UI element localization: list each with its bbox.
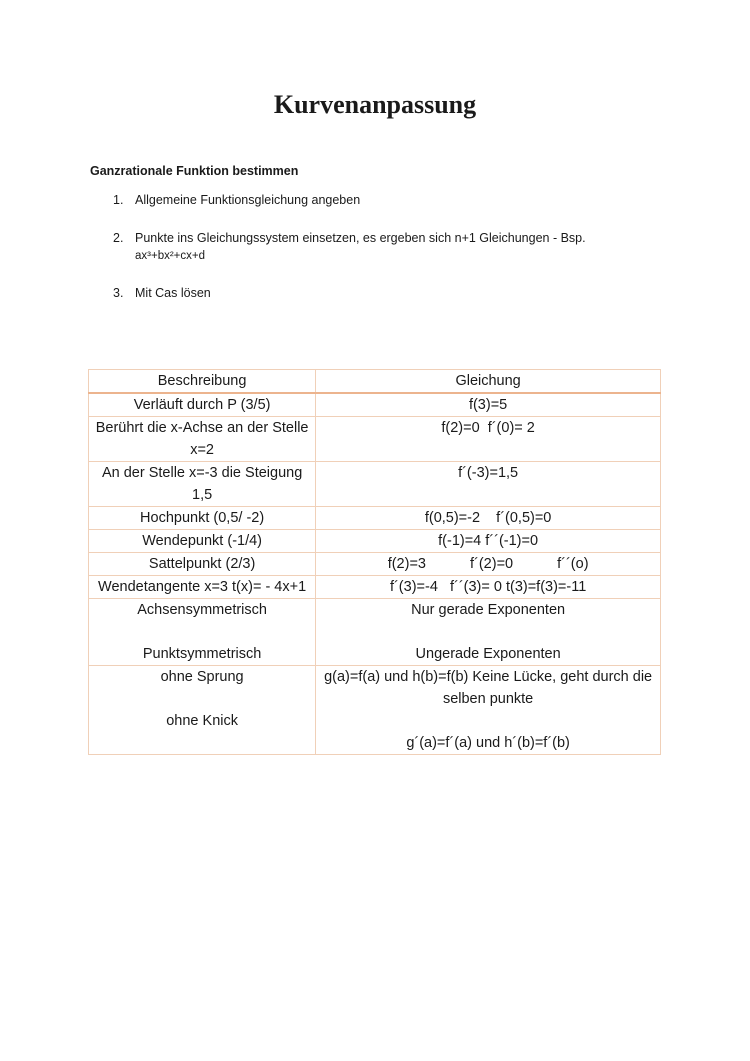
cell-text: ohne Knick bbox=[166, 713, 238, 729]
cell-equation: f´(3)=-4 f´´(3)= 0 t(3)=f(3)=-11 bbox=[316, 576, 661, 599]
page-title: Kurvenanpassung bbox=[273, 90, 477, 119]
equation-part: f(2)=3 bbox=[387, 556, 426, 572]
table-row bbox=[89, 417, 661, 462]
list-number: 1. bbox=[113, 193, 124, 207]
cell-equation bbox=[316, 599, 661, 666]
cell-description: An der Stelle x=-3 die Steigung 1,5 bbox=[89, 462, 316, 507]
cell-text: ohne Sprung bbox=[160, 669, 244, 685]
cell-equation bbox=[316, 666, 661, 755]
column-header-gleichung: Gleichung bbox=[316, 370, 661, 394]
section-heading: Ganzrationale Funktion bestimmen bbox=[90, 164, 299, 178]
list-item-3 bbox=[113, 285, 635, 302]
cell-description: Hochpunkt (0,5/ -2) bbox=[89, 507, 316, 530]
table-row bbox=[89, 507, 661, 530]
cell-description bbox=[89, 599, 316, 666]
cell-text: Ungerade Exponenten bbox=[415, 646, 561, 662]
table-row bbox=[89, 576, 661, 599]
table-row bbox=[89, 553, 661, 576]
list-number: 2. bbox=[113, 231, 124, 245]
equation-part: f´(2)=0 bbox=[469, 556, 514, 572]
cell-description: Verläuft durch P (3/5) bbox=[89, 393, 316, 417]
table-row bbox=[89, 530, 661, 553]
equation-part: f´´(o) bbox=[557, 556, 589, 572]
cell-text: g(a)=f(a) und h(b)=f(b) Keine Lücke, geht durch die selben punkte bbox=[324, 669, 653, 707]
table-row bbox=[89, 462, 661, 507]
table-row bbox=[89, 393, 661, 417]
list-text: Punkte ins Gleichungssystem einsetzen, es ergeben sich n+1 Gleichungen - Bsp. bbox=[135, 231, 586, 245]
table-row bbox=[89, 599, 661, 666]
cell-equation bbox=[316, 553, 661, 576]
cell-equation: f´(-3)=1,5 bbox=[316, 462, 661, 507]
cell-text: Nur gerade Exponenten bbox=[411, 602, 566, 618]
cell-description: Berührt die x-Achse an der Stelle x=2 bbox=[89, 417, 316, 462]
list-text: Mit Cas lösen bbox=[135, 286, 211, 300]
list-item-2 bbox=[113, 230, 635, 265]
cell-description: Wendepunkt (-1/4) bbox=[89, 530, 316, 553]
cell-description bbox=[89, 666, 316, 755]
table-row bbox=[89, 666, 661, 755]
conditions-table bbox=[88, 369, 661, 755]
cell-equation: f(2)=0 f´(0)= 2 bbox=[316, 417, 661, 462]
cell-equation: f(0,5)=-2 f´(0,5)=0 bbox=[316, 507, 661, 530]
cell-text: Achsensymmetrisch bbox=[137, 602, 267, 618]
list-formula: ax³+bx²+cx+d bbox=[135, 250, 205, 262]
list-text: Allgemeine Funktionsgleichung angeben bbox=[135, 193, 361, 207]
list-number: 3. bbox=[113, 286, 124, 300]
cell-description: Sattelpunkt (2/3) bbox=[89, 553, 316, 576]
column-header-beschreibung: Beschreibung bbox=[89, 370, 316, 394]
cell-equation: f(-1)=4 f´´(-1)=0 bbox=[316, 530, 661, 553]
cell-text: Punktsymmetrisch bbox=[142, 646, 262, 662]
list-item-1 bbox=[113, 192, 635, 209]
cell-description: Wendetangente x=3 t(x)= - 4x+1 bbox=[89, 576, 316, 599]
table-header-row bbox=[89, 370, 661, 394]
cell-equation: f(3)=5 bbox=[316, 393, 661, 417]
cell-text: g´(a)=f´(a) und h´(b)=f´(b) bbox=[406, 735, 570, 751]
